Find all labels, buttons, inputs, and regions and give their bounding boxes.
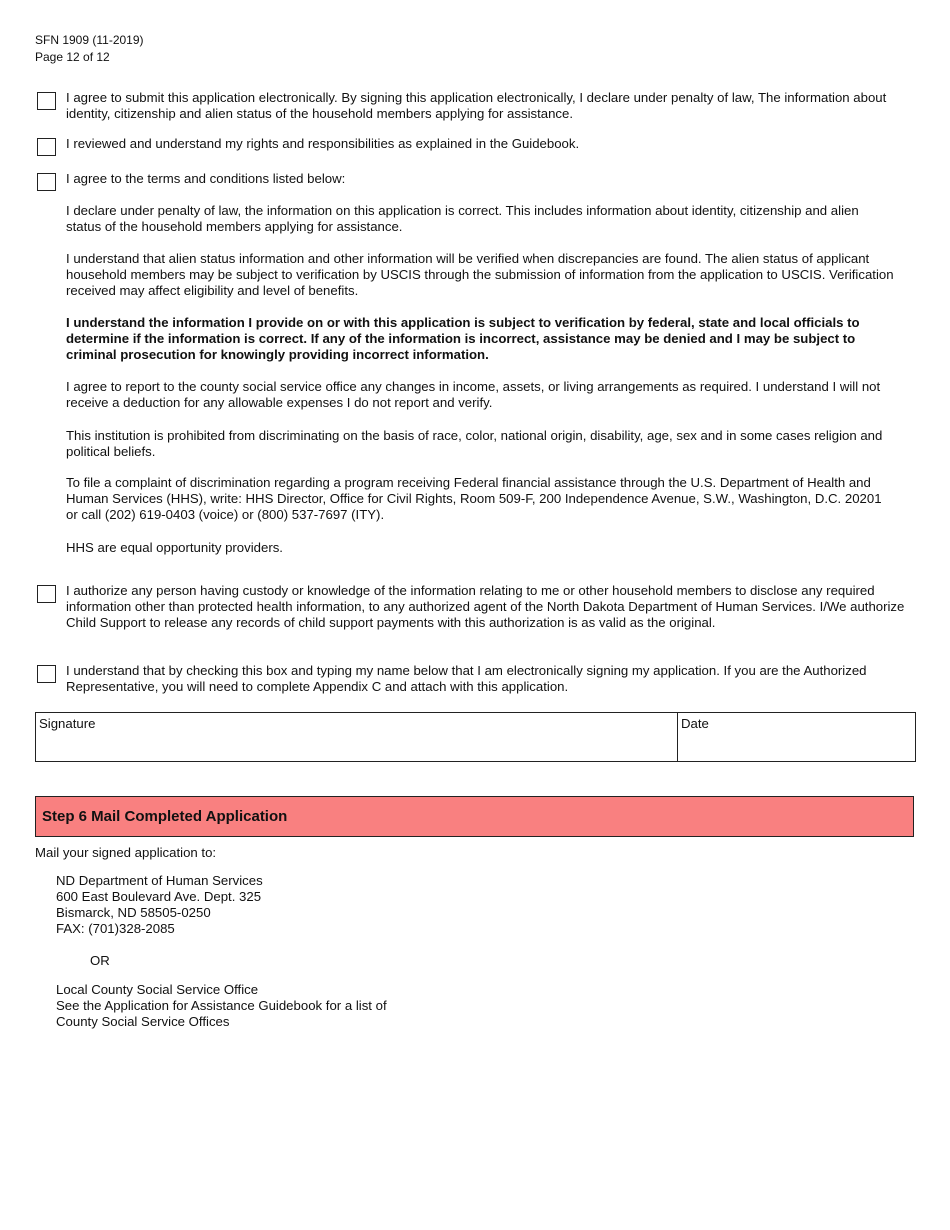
agree-electronic-checkbox[interactable] <box>37 92 56 110</box>
local-office-line: County Social Service Offices <box>56 1014 230 1029</box>
electronic-signature-checkbox[interactable] <box>37 665 56 683</box>
terms-paragraph-nondiscrimination: This institution is prohibited from discriminating on the basis of race, color, national origin, disability, age, sex and in some cases religion and political beliefs. <box>66 428 883 459</box>
authorize-disclosure-text: I authorize any person having custody or knowledge of the information relating to me or other household members to disclose any required information other than protected health information, to any authorized agent of the North Dakota Department of Human Services. I/We authorize Child Support to release any records of child support payments with this authorization is as valid as the original. <box>66 583 905 630</box>
local-office-line: Local County Social Service Office <box>56 982 259 997</box>
mail-intro: Mail your signed application to: <box>35 845 217 860</box>
address-line: 600 East Boulevard Ave. Dept. 325 <box>56 889 262 904</box>
reviewed-rights-checkbox[interactable] <box>37 138 56 156</box>
agree-terms-checkbox[interactable] <box>37 173 56 191</box>
page-number: Page 12 of 12 <box>35 50 110 64</box>
signature-cell <box>36 713 678 761</box>
local-office-info <box>56 982 387 1030</box>
address-line: ND Department of Human Services <box>56 873 263 888</box>
address-line: FAX: (701)328-2085 <box>56 921 175 936</box>
terms-paragraph-prosecution: I understand the information I provide on or with this application is subject to verification by federal, state and local officials to determine if the information is correct. If any of the information is incorrect, assistance may be denied and I may be subject to criminal prosecution for knowingly providing incorrect information. <box>66 315 860 362</box>
mail-address <box>56 873 263 937</box>
terms-paragraph-complaint: To file a complaint of discrimination regarding a program receiving Federal financial assistance through the U.S. Department of Health and Human Services (HHS), write: HHS Director, Office for Civil Rights, Room 509-F, 200 Independence Avenue, S.W., Washington, D.C. 20201 or call (202) 619-0403 (voice) or (800) 537-7697 (ITY). <box>66 475 882 522</box>
terms-paragraph-penalty: I declare under penalty of law, the information on this application is correct. This includes information about identity, citizenship and alien status of the household members applying for assistance. <box>66 203 859 234</box>
date-cell <box>678 713 915 761</box>
reviewed-rights-text: I reviewed and understand my rights and responsibilities as explained in the Guidebook. <box>66 136 580 151</box>
terms-paragraph-report-changes: I agree to report to the county social service office any changes in income, assets, or living arrangements as required. I understand I will not receive a deduction for any allowable expenses I do not report and verify. <box>66 379 881 410</box>
authorize-disclosure-checkbox[interactable] <box>37 585 56 603</box>
address-line: Bismarck, ND 58505-0250 <box>56 905 211 920</box>
step6-title: Step 6 Mail Completed Application <box>42 808 288 825</box>
terms-paragraph-verification: I understand that alien status information and other information will be verified when discrepancies are found. The alien status of applicant household members may be subject to verification by USCIS through the submission of information from the application to USCIS. Verification received may affect eligibility and level of benefits. <box>66 251 894 298</box>
date-input[interactable] <box>681 733 912 758</box>
electronic-signature-text: I understand that by checking this box and typing my name below that I am electronically signing my application. If you are the Authorized Representative, you will need to complete Appendix C and attach with this application. <box>66 663 867 694</box>
form-id: SFN 1909 (11-2019) <box>35 33 144 47</box>
or-separator: OR <box>90 953 110 968</box>
agree-terms-text: I agree to the terms and conditions listed below: <box>66 171 346 186</box>
step6-banner <box>35 796 914 837</box>
date-label: Date <box>681 716 709 731</box>
signature-input[interactable] <box>39 733 674 758</box>
signature-date-table <box>35 712 916 762</box>
local-office-line: See the Application for Assistance Guidebook for a list of <box>56 998 387 1013</box>
signature-label: Signature <box>39 716 96 731</box>
agree-electronic-text: I agree to submit this application electronically. By signing this application electronically, I declare under penalty of law, The information about identity, citizenship and alien status of the household members applying for assistance. <box>66 90 887 121</box>
terms-paragraph-equal-opportunity: HHS are equal opportunity providers. <box>66 540 283 555</box>
